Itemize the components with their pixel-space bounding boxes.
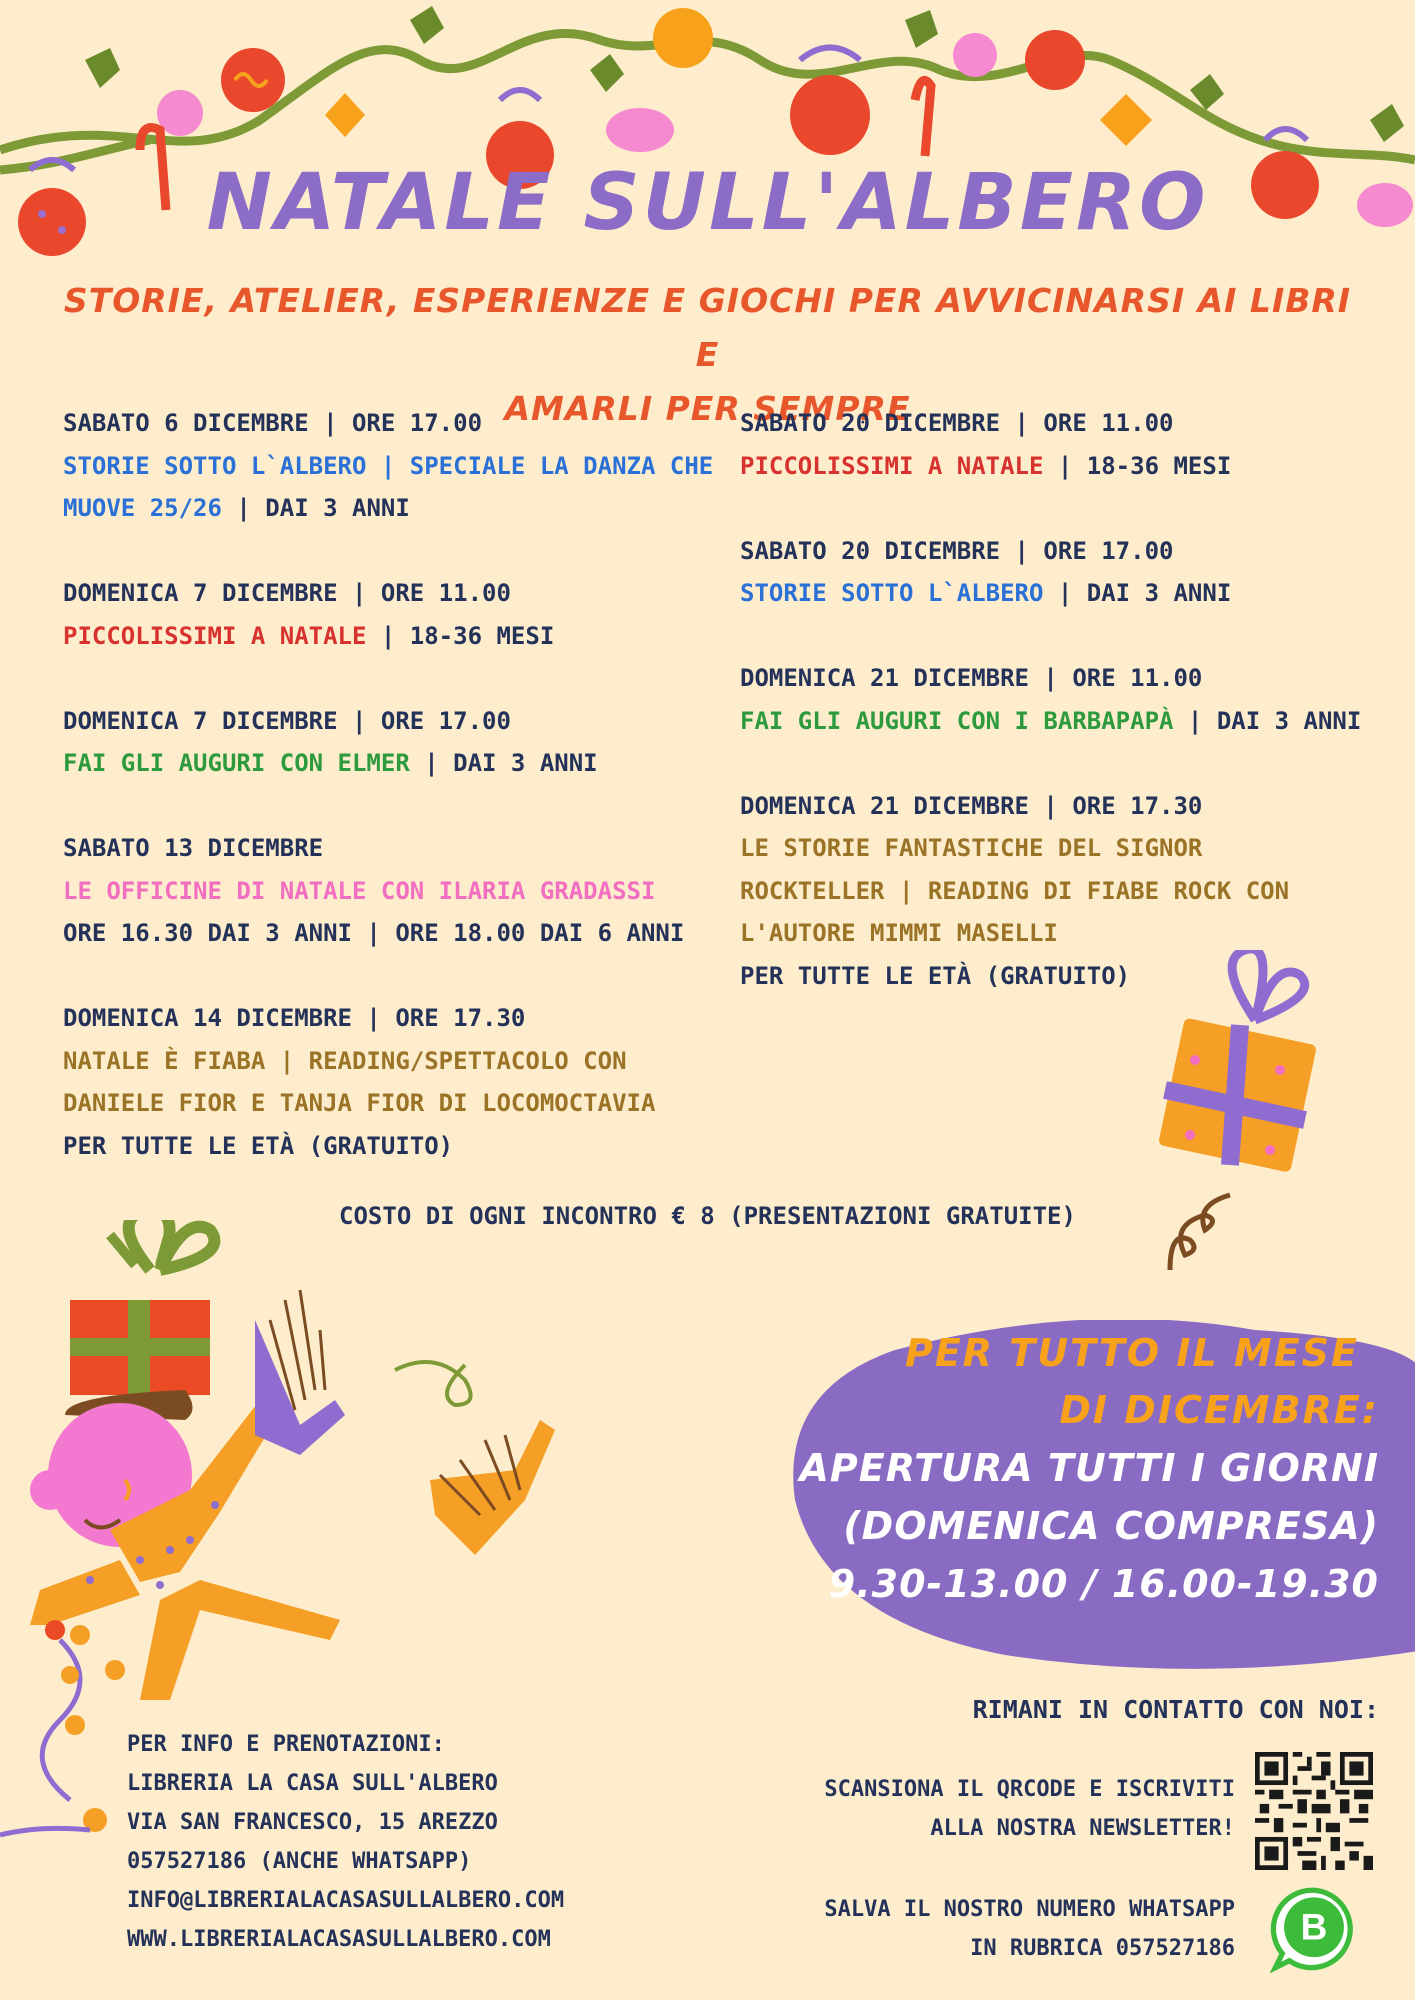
cost-note: COSTO DI OGNI INCONTRO € 8 (PRESENTAZIONI GRATUITE) [339, 1202, 1076, 1230]
newsletter-line-2: ALLA NOSTRA NEWSLETTER! [930, 1816, 1235, 1841]
event-title: FAI GLI AUGURI CON ELMER [63, 749, 410, 777]
whatsapp-business-icon[interactable] [1270, 1885, 1358, 1973]
contact-info [127, 1725, 564, 1959]
event-item [740, 402, 1361, 487]
event-item [63, 997, 713, 1167]
event-item [63, 700, 713, 785]
event-item [63, 572, 713, 657]
event-title: FAI GLI AUGURI CON I BARBAPAPÀ [740, 706, 1174, 735]
promo-line-3: APERTURA TUTTI I GIORNI [799, 1446, 1379, 1490]
event-date: DOMENICA 21 DICEMBRE | ORE 11.00 [740, 664, 1203, 692]
event-title: STORIE SOTTO L`ALBERO [740, 579, 1044, 607]
events-right-column [740, 402, 1361, 1040]
promo-line-5: 9.30-13.00 / 16.00-19.30 [828, 1562, 1379, 1606]
event-age: | DAI 3 ANNI [1043, 579, 1232, 607]
event-age: ORE 16.30 DAI 3 ANNI | ORE 18.00 DAI 6 ANNI [63, 919, 685, 947]
event-age: | 18-36 MESI [1043, 451, 1232, 480]
event-item [63, 402, 713, 530]
event-title: PICCOLISSIMI A NATALE [63, 621, 367, 650]
opening-hours-banner [759, 1325, 1379, 1613]
event-date: SABATO 20 DICEMBRE | ORE 17.00 [740, 536, 1174, 565]
subtitle-line-1: STORIE, ATELIER, ESPERIENZE E GIOCHI PER AVVICINARSI AI LIBRI E [63, 281, 1352, 374]
event-age: | DAI 3 ANNI [1173, 706, 1362, 735]
promo-line-4: (DOMENICA COMPRESA) [843, 1504, 1379, 1548]
event-date: SABATO 13 DICEMBRE [63, 834, 324, 862]
event-age: | DAI 3 ANNI [221, 494, 410, 522]
event-title: L'AUTORE MIMMI MASELLI [740, 919, 1058, 947]
event-title: ROCKTELLER | READING DI FIABE ROCK CON [740, 876, 1290, 905]
event-title: STORIE SOTTO L`ALBERO | SPECIALE LA DANZA CHE [63, 451, 714, 480]
event-title: LE OFFICINE DI NATALE CON ILARIA GRADASSI [63, 876, 656, 905]
newsletter-text [824, 1770, 1235, 1848]
newsletter-line-1: SCANSIONA IL QRCODE E ISCRIVITI [824, 1777, 1235, 1802]
event-title: NATALE È FIABA | READING/SPETTACOLO CON [63, 1046, 627, 1075]
promo-line-2: DI DICEMBRE: [1059, 1388, 1379, 1432]
svg-text:B: B [1300, 1906, 1328, 1948]
poster-title: NATALE SULL'ALBERO [206, 158, 1209, 248]
event-age: | 18-36 MESI [366, 621, 555, 650]
event-title: DANIELE FIOR E TANJA FIOR DI LOCOMOCTAVIA [63, 1089, 656, 1117]
event-age: PER TUTTE LE ETÀ (GRATUITO) [740, 961, 1131, 990]
info-address: VIA SAN FRANCESCO, 15 AREZZO [127, 1810, 498, 1835]
info-phone: 057527186 (ANCHE WHATSAPP) [127, 1849, 472, 1874]
event-age: | DAI 3 ANNI [409, 749, 598, 777]
event-date: DOMENICA 21 DICEMBRE | ORE 17.30 [740, 791, 1203, 820]
info-shop-name: LIBRERIA LA CASA SULL'ALBERO [127, 1771, 498, 1796]
contact-heading: RIMANI IN CONTATTO CON NOI: [972, 1695, 1379, 1724]
info-website[interactable]: WWW.LIBRERIALACASASULLALBERO.COM [127, 1927, 551, 1952]
event-date: SABATO 6 DICEMBRE | ORE 17.00 [63, 409, 483, 437]
event-title: MUOVE 25/26 [63, 494, 222, 522]
event-date: DOMENICA 7 DICEMBRE | ORE 17.00 [63, 706, 511, 735]
events-left-column [63, 402, 713, 1210]
info-heading: PER INFO E PRENOTAZIONI: [127, 1732, 445, 1757]
info-email[interactable]: INFO@LIBRERIALACASASULLALBERO.COM [127, 1888, 565, 1913]
event-item [740, 530, 1361, 615]
event-date: DOMENICA 14 DICEMBRE | ORE 17.30 [63, 1004, 526, 1032]
whatsapp-line-1: SALVA IL NOSTRO NUMERO WHATSAPP [824, 1897, 1235, 1922]
event-title: PICCOLISSIMI A NATALE [740, 451, 1044, 480]
event-title: LE STORIE FANTASTICHE DEL SIGNOR [740, 834, 1203, 862]
event-date: DOMENICA 7 DICEMBRE | ORE 11.00 [63, 579, 511, 607]
subtitle-line-2: AMARLI PER SEMPRE [504, 389, 911, 428]
event-age: PER TUTTE LE ETÀ (GRATUITO) [63, 1131, 454, 1160]
whatsapp-text [824, 1890, 1235, 1968]
promo-line-1: PER TUTTO IL MESE [904, 1331, 1359, 1375]
gift-icon [1150, 950, 1350, 1280]
event-date: SABATO 20 DICEMBRE | ORE 11.00 [740, 409, 1174, 437]
event-item [740, 657, 1361, 742]
event-item [63, 827, 713, 955]
whatsapp-line-2: IN RUBRICA 057527186 [970, 1936, 1235, 1961]
qr-code-icon[interactable] [1255, 1752, 1373, 1870]
